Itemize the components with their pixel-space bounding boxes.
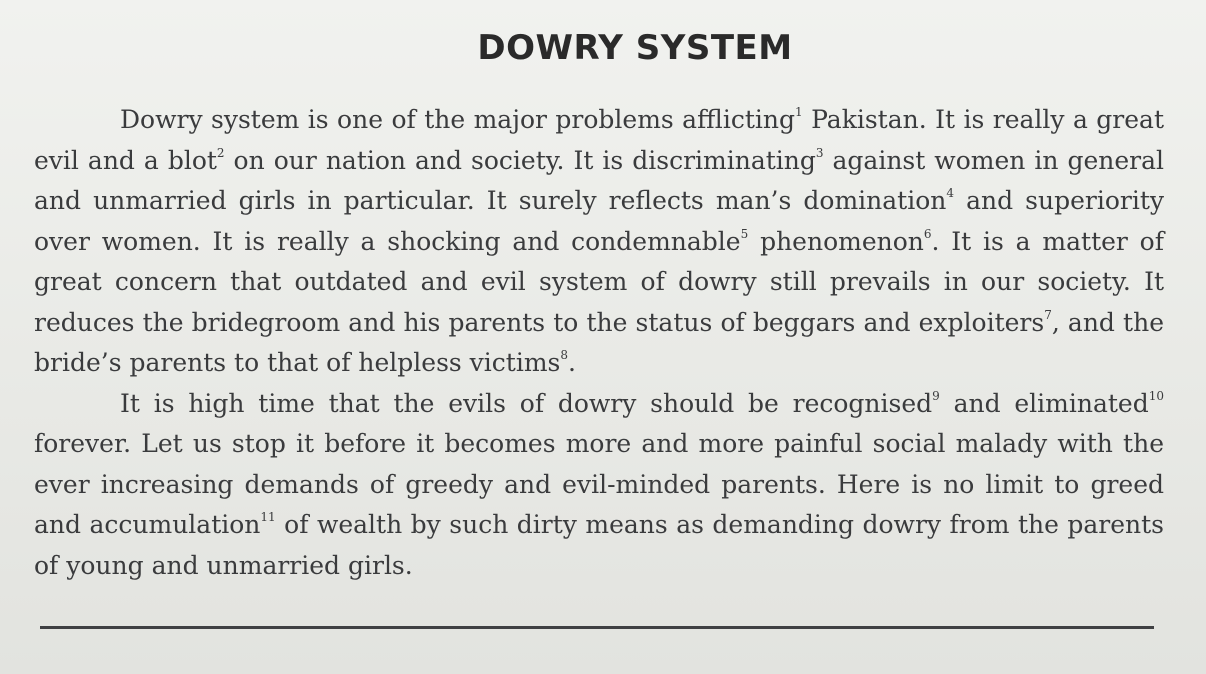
paragraph-text: and superiority over women. It is really a shocking and condemnable bbox=[34, 186, 1164, 256]
paragraph-text: Pakistan. It is really a great evil and a blot bbox=[34, 105, 1165, 175]
footnote-marker: 7 bbox=[1044, 307, 1052, 322]
paragraph-2 bbox=[34, 384, 1164, 587]
essay-body bbox=[34, 100, 1164, 586]
paragraph-text: on our nation and society. It is discriminating bbox=[224, 145, 816, 175]
footnote-marker: 3 bbox=[815, 145, 824, 160]
footnote-marker: 11 bbox=[260, 510, 276, 524]
footnote-marker: 9 bbox=[932, 388, 940, 403]
paragraph-text: . It is a matter of great concern that outdated and evil system of dowry still prevails in our society. It reduces the bridegroom and his parents to the status of beggars and exploiters bbox=[34, 226, 1164, 337]
bottom-rule bbox=[40, 626, 1154, 629]
paragraph-text: Dowry system is one of the major problems afflicting bbox=[120, 105, 795, 134]
footnote-marker: 10 bbox=[1148, 388, 1164, 403]
page-title: DOWRY SYSTEM bbox=[477, 28, 793, 68]
paragraph-1 bbox=[34, 100, 1164, 384]
footnote-marker: 5 bbox=[740, 226, 749, 241]
paragraph-text: phenomenon bbox=[748, 226, 924, 256]
paragraph-text: against women in general and unmarried girls in particular. It surely reflects man’s domination bbox=[34, 145, 1164, 215]
paragraph-text: and eliminated bbox=[939, 388, 1149, 418]
paragraph-text: It is high time that the evils of dowry should be recognised bbox=[120, 388, 933, 418]
paragraph-text: of wealth by such dirty means as demanding dowry from the parents of young and unmarried girls. bbox=[34, 510, 1164, 580]
paragraph-text: . bbox=[568, 348, 576, 377]
paragraph-text: forever. Let us stop it before it becomes more and more painful social malady with the ever increasing demands of greedy and evil-minded parents. Here is no limit to greed and accumulation bbox=[34, 429, 1164, 539]
footnote-marker: 4 bbox=[946, 186, 954, 200]
paragraph-text: , and the bride’s parents to that of helpless victims bbox=[34, 307, 1164, 377]
footnote-marker: 8 bbox=[560, 348, 569, 362]
footnote-marker: 1 bbox=[795, 105, 803, 119]
footnote-marker: 2 bbox=[216, 145, 225, 160]
footnote-marker: 6 bbox=[923, 226, 932, 241]
